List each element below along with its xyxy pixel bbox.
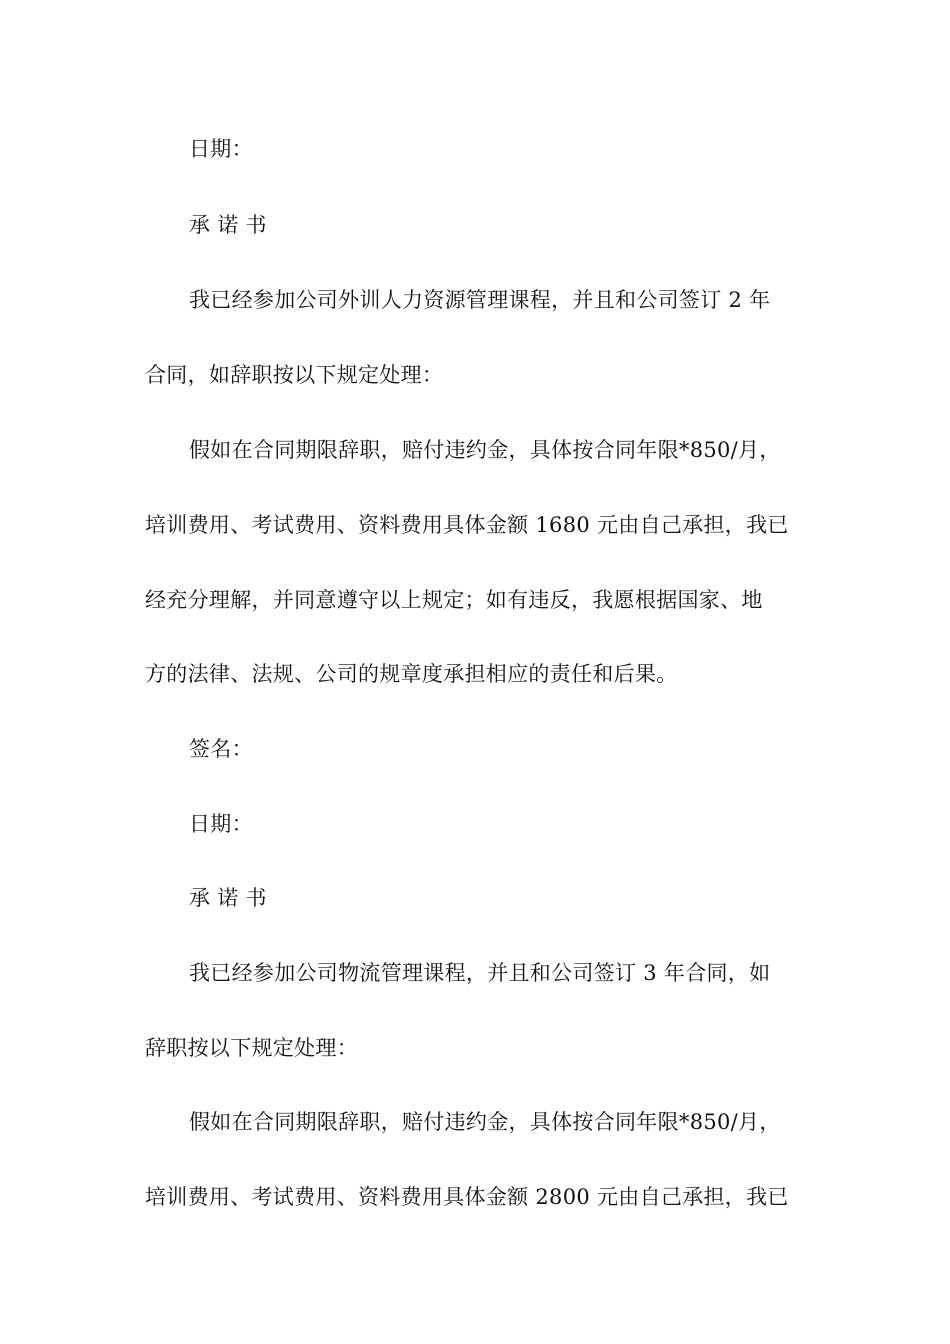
paragraph-line: 我已经参加公司外训人力资源管理课程，并且和公司签订 2 年 (189, 288, 771, 312)
paragraph-line: 假如在合同期限辞职，赔付违约金，具体按合同年限*850/月， (189, 1110, 781, 1134)
date-label: 日期： (189, 812, 253, 836)
paragraph-line: 假如在合同期限辞职，赔付违约金，具体按合同年限*850/月， (189, 438, 781, 462)
commitment-title: 承 诺 书 (189, 886, 267, 910)
paragraph-line: 方的法律、法规、公司的规章度承担相应的责任和后果。 (145, 662, 678, 686)
paragraph-line: 辞职按以下规定处理： (145, 1036, 358, 1060)
paragraph-line: 合同，如辞职按以下规定处理： (145, 363, 444, 387)
signature-label: 签名： (189, 737, 253, 761)
paragraph-line: 培训费用、考试费用、资料费用具体金额 2800 元由自己承担，我已 (145, 1185, 789, 1209)
paragraph-line: 我已经参加公司物流管理课程，并且和公司签订 3 年合同，如 (189, 961, 771, 985)
commitment-title: 承 诺 书 (189, 213, 267, 237)
date-label: 日期： (189, 137, 253, 161)
paragraph-line: 经充分理解，并同意遵守以上规定；如有违反，我愿根据国家、地 (145, 588, 763, 612)
paragraph-line: 培训费用、考试费用、资料费用具体金额 1680 元由自己承担，我已 (145, 513, 789, 537)
